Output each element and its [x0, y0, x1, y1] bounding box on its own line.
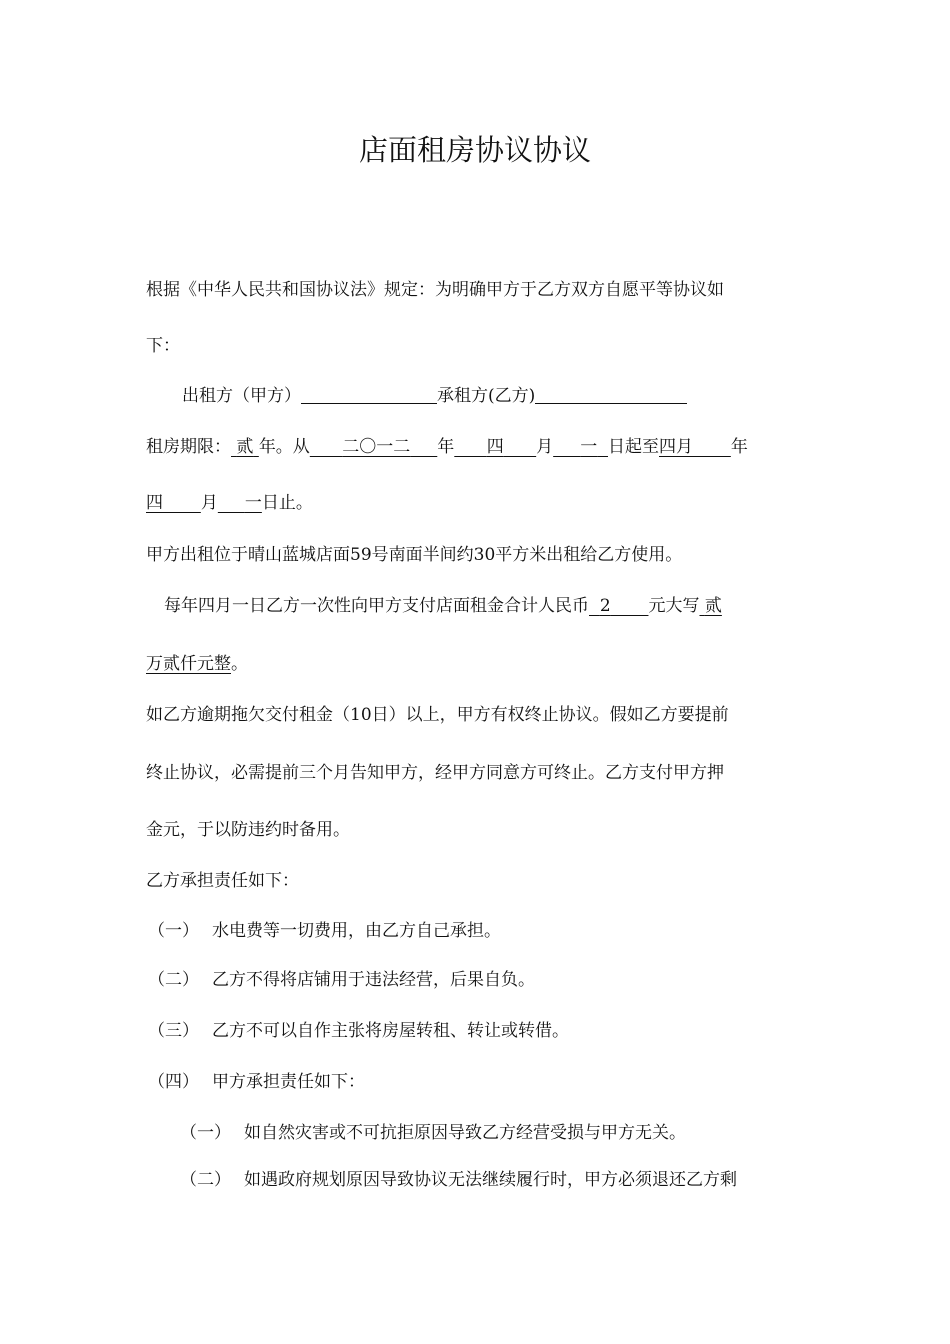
page-title: 店面租房协议协议	[358, 133, 591, 167]
lessee-label: 承租方(乙方)	[437, 386, 536, 406]
rent-line	[164, 594, 722, 618]
lessor-label: 出租方（甲方）	[182, 386, 301, 406]
term-line-2	[146, 491, 313, 515]
lessor-duty-num: （二）	[180, 1170, 231, 1190]
overdue-line-2: 终止协议，必需提前三个月告知甲方，经甲方同意方可终止。乙方支付甲方押	[146, 763, 724, 783]
lessee-duty-num: （四）	[148, 1072, 199, 1092]
location-line: 甲方出租位于晴山蓝城店面59号南面半间约30平方米出租给乙方使用。	[146, 545, 683, 565]
term-text-7: 日止。	[261, 493, 313, 513]
rent-amount: 2	[599, 596, 611, 616]
rent-text-2: 元大写	[648, 596, 700, 616]
lessee-duty-text: 水电费等一切费用，由乙方自己承担。	[212, 921, 501, 941]
lessee-duty-num: （一）	[148, 921, 199, 941]
term-text-1: 年。从	[258, 437, 310, 457]
overdue-line-3: 金元，于以防违约时备用。	[146, 820, 350, 840]
term-text-4: 日起至	[608, 437, 659, 457]
rent-caps-2: 万贰仟元整	[146, 654, 231, 674]
term-text-5: 年	[730, 437, 748, 457]
term-label: 租房期限：	[146, 437, 231, 457]
intro-line-2: 下：	[146, 336, 180, 356]
lessee-duty-text: 乙方不得将店铺用于违法经营，后果自负。	[212, 970, 535, 990]
lessor-duty-item	[180, 1168, 737, 1192]
end-day: 一	[244, 493, 262, 513]
term-text-6: 月	[200, 493, 218, 513]
lessee-duty-item	[148, 919, 501, 943]
lessor-duty-num: （一）	[180, 1123, 231, 1143]
rent-text-1: 每年四月一日乙方一次性向甲方支付店面租金合计人民币	[164, 596, 589, 616]
intro-line-1: 根据《中华人民共和国协议法》规定：为明确甲方于乙方双方自愿平等协议如	[146, 280, 724, 300]
term-text-2: 年	[437, 437, 455, 457]
overdue-line-1: 如乙方逾期拖欠交付租金（10日）以上，甲方有权终止协议。假如乙方要提前	[146, 705, 729, 725]
term-line	[146, 435, 748, 459]
lessee-duty-text: 乙方不可以自作主张将房屋转租、转让或转借。	[212, 1021, 569, 1041]
rent-caps-1: 贰	[704, 596, 722, 616]
start-month: 四	[486, 437, 504, 457]
end-month: 四	[146, 493, 163, 513]
start-year: 二〇一二	[342, 437, 411, 457]
lessor-duty-item	[180, 1121, 686, 1145]
lessee-duty-item	[148, 1070, 365, 1094]
lessee-duty-text: 甲方承担责任如下：	[212, 1072, 365, 1092]
lessee-duty-num: （三）	[148, 1021, 199, 1041]
rent-text-3: 。	[231, 654, 248, 674]
lessor-duty-text: 如自然灾害或不可抗拒原因导致乙方经营受损与甲方无关。	[244, 1123, 686, 1143]
start-day: 一	[580, 437, 598, 457]
end-year: 四月	[659, 437, 693, 457]
term-text-3: 月	[536, 437, 554, 457]
lessee-duty-item	[148, 968, 535, 992]
term-years: 贰	[236, 437, 254, 457]
lessee-duties-title: 乙方承担责任如下：	[146, 871, 299, 891]
parties-line	[182, 384, 687, 408]
lessee-blank	[535, 385, 687, 404]
lessor-duty-text: 如遇政府规划原因导致协议无法继续履行时，甲方必须退还乙方剩	[244, 1170, 737, 1190]
lessor-blank	[301, 385, 437, 404]
lessee-duty-item	[148, 1019, 569, 1043]
lessee-duty-num: （二）	[148, 970, 199, 990]
rent-line-2	[146, 652, 248, 676]
